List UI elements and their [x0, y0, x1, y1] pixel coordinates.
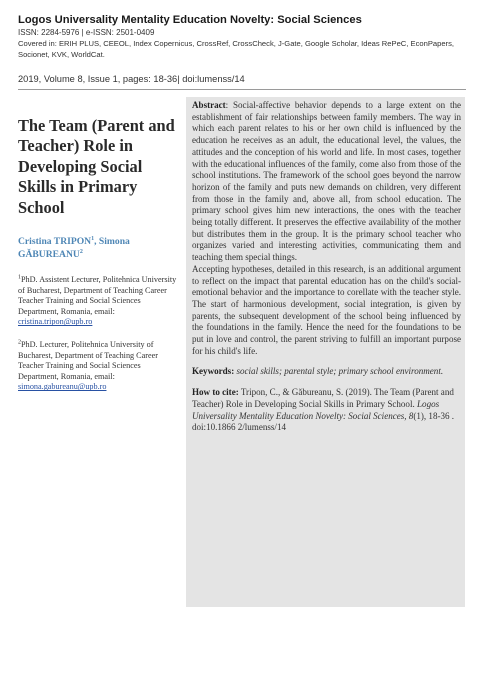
affiliation-1: [18, 275, 180, 328]
abstract-text: Social-affective behavior depends to a large extent on the establishment of fair relationships between family members. The way in which each parent relates to his or her own child is influenced by the education he receives as an adult, the educational level, the values, the attitudes and the conception of his world and life. In most cases, together with the educational influences of the family, come also from those of the school institutions. The framework of the school goes beyond the narrow horizon of the family and puts new demands on children, very different from those in the family and, above all, from school education. The primary school gives him new interactions, the ones with the teacher being totally different. It preserves the effective availability of the mother but distributes them in the group. It is the primary school teacher who organizes varied and interesting activities, communicating them and teaching them special things.: [192, 100, 461, 263]
keywords: [192, 366, 461, 378]
affiliation-text: PhD. Assistent Lecturer, Politehnica University of Bucharest, Department of Teaching Career Teacher Training and Social Sciences Department, Romania, email:: [18, 275, 177, 316]
affiliation-number: 1: [18, 274, 21, 281]
email-link[interactable]: simona.gabureanu@upb.ro: [18, 382, 107, 392]
affiliation-text: PhD. Lecturer, Politehnica University of Bucharest, Department of Teaching Career Teacher Training and Social Sciences Department, Romania, email:: [18, 340, 158, 381]
volume-issue-line: 2019, Volume 8, Issue 1, pages: 18-36| doi:lumenss/14: [18, 74, 245, 84]
abstract-panel: [186, 97, 465, 607]
citation-text: Tripon, C., & Găbureanu, S. (2019). The Team (Parent and Teacher) Role in Developing Social Skills in Primary School.: [192, 387, 454, 409]
author-name: Cristina TRIPON: [18, 236, 92, 248]
author-superscript: 2: [79, 248, 83, 255]
citation-pages: (1), 18-36 . doi:10.1866 2/lumenss/14: [192, 410, 455, 433]
abstract-label-sep: :: [225, 100, 233, 110]
affiliation-2: [18, 340, 180, 393]
author-superscript: 1: [91, 235, 95, 242]
issn-line: ISSN: 2284-5976 | e-ISSN: 2501-0409: [18, 28, 155, 37]
abstract-paragraph: [192, 100, 461, 264]
header-divider: [18, 89, 466, 90]
article-info-column: [18, 116, 180, 393]
affiliation-number: 2: [18, 339, 21, 346]
journal-header: [18, 14, 468, 60]
author-name: Simona GĂBUREANU: [18, 236, 130, 260]
how-to-cite: [192, 387, 461, 434]
abstract-label: Abstract: [192, 100, 226, 110]
keywords-text: social skills; parental style; primary school environment.: [236, 366, 444, 377]
author-separator: ,: [94, 236, 99, 248]
keywords-label: Keywords:: [192, 366, 235, 377]
indexing-line: Covered in: ERIH PLUS, CEEOL, Index Copernicus, CrossRef, CrossCheck, J-Gate, Google Scholar, Ideas RePeC, EconPapers, Socionet, KVK, WorldCat.: [18, 39, 454, 59]
citation-journal: Logos Universality Mentality Education Novelty: Social Sciences, 8: [192, 398, 440, 421]
author-list: [18, 236, 180, 261]
how-to-cite-label: How to cite:: [192, 387, 239, 398]
journal-title: Logos Universality Mentality Education Novelty: Social Sciences: [18, 14, 362, 26]
email-link[interactable]: cristina.tripon@upb.ro: [18, 317, 93, 327]
paper-title: The Team (Parent and Teacher) Role in Developing Social Skills in Primary School: [18, 116, 175, 217]
abstract-paragraph: Accepting hypotheses, detailed in this research, is an additional argument to reflect on the impact that parental education has on the child's social-emotional behavior and the importance to corellate with the teacher style. The start of harmonious development, social integration, is given by parents, the subsequent development of the school being influenced by the foundations in the family. Hence the need for the foundations to be put in love and control, the parent striving to fulfill an important purpose for his child's life.: [192, 263, 461, 356]
